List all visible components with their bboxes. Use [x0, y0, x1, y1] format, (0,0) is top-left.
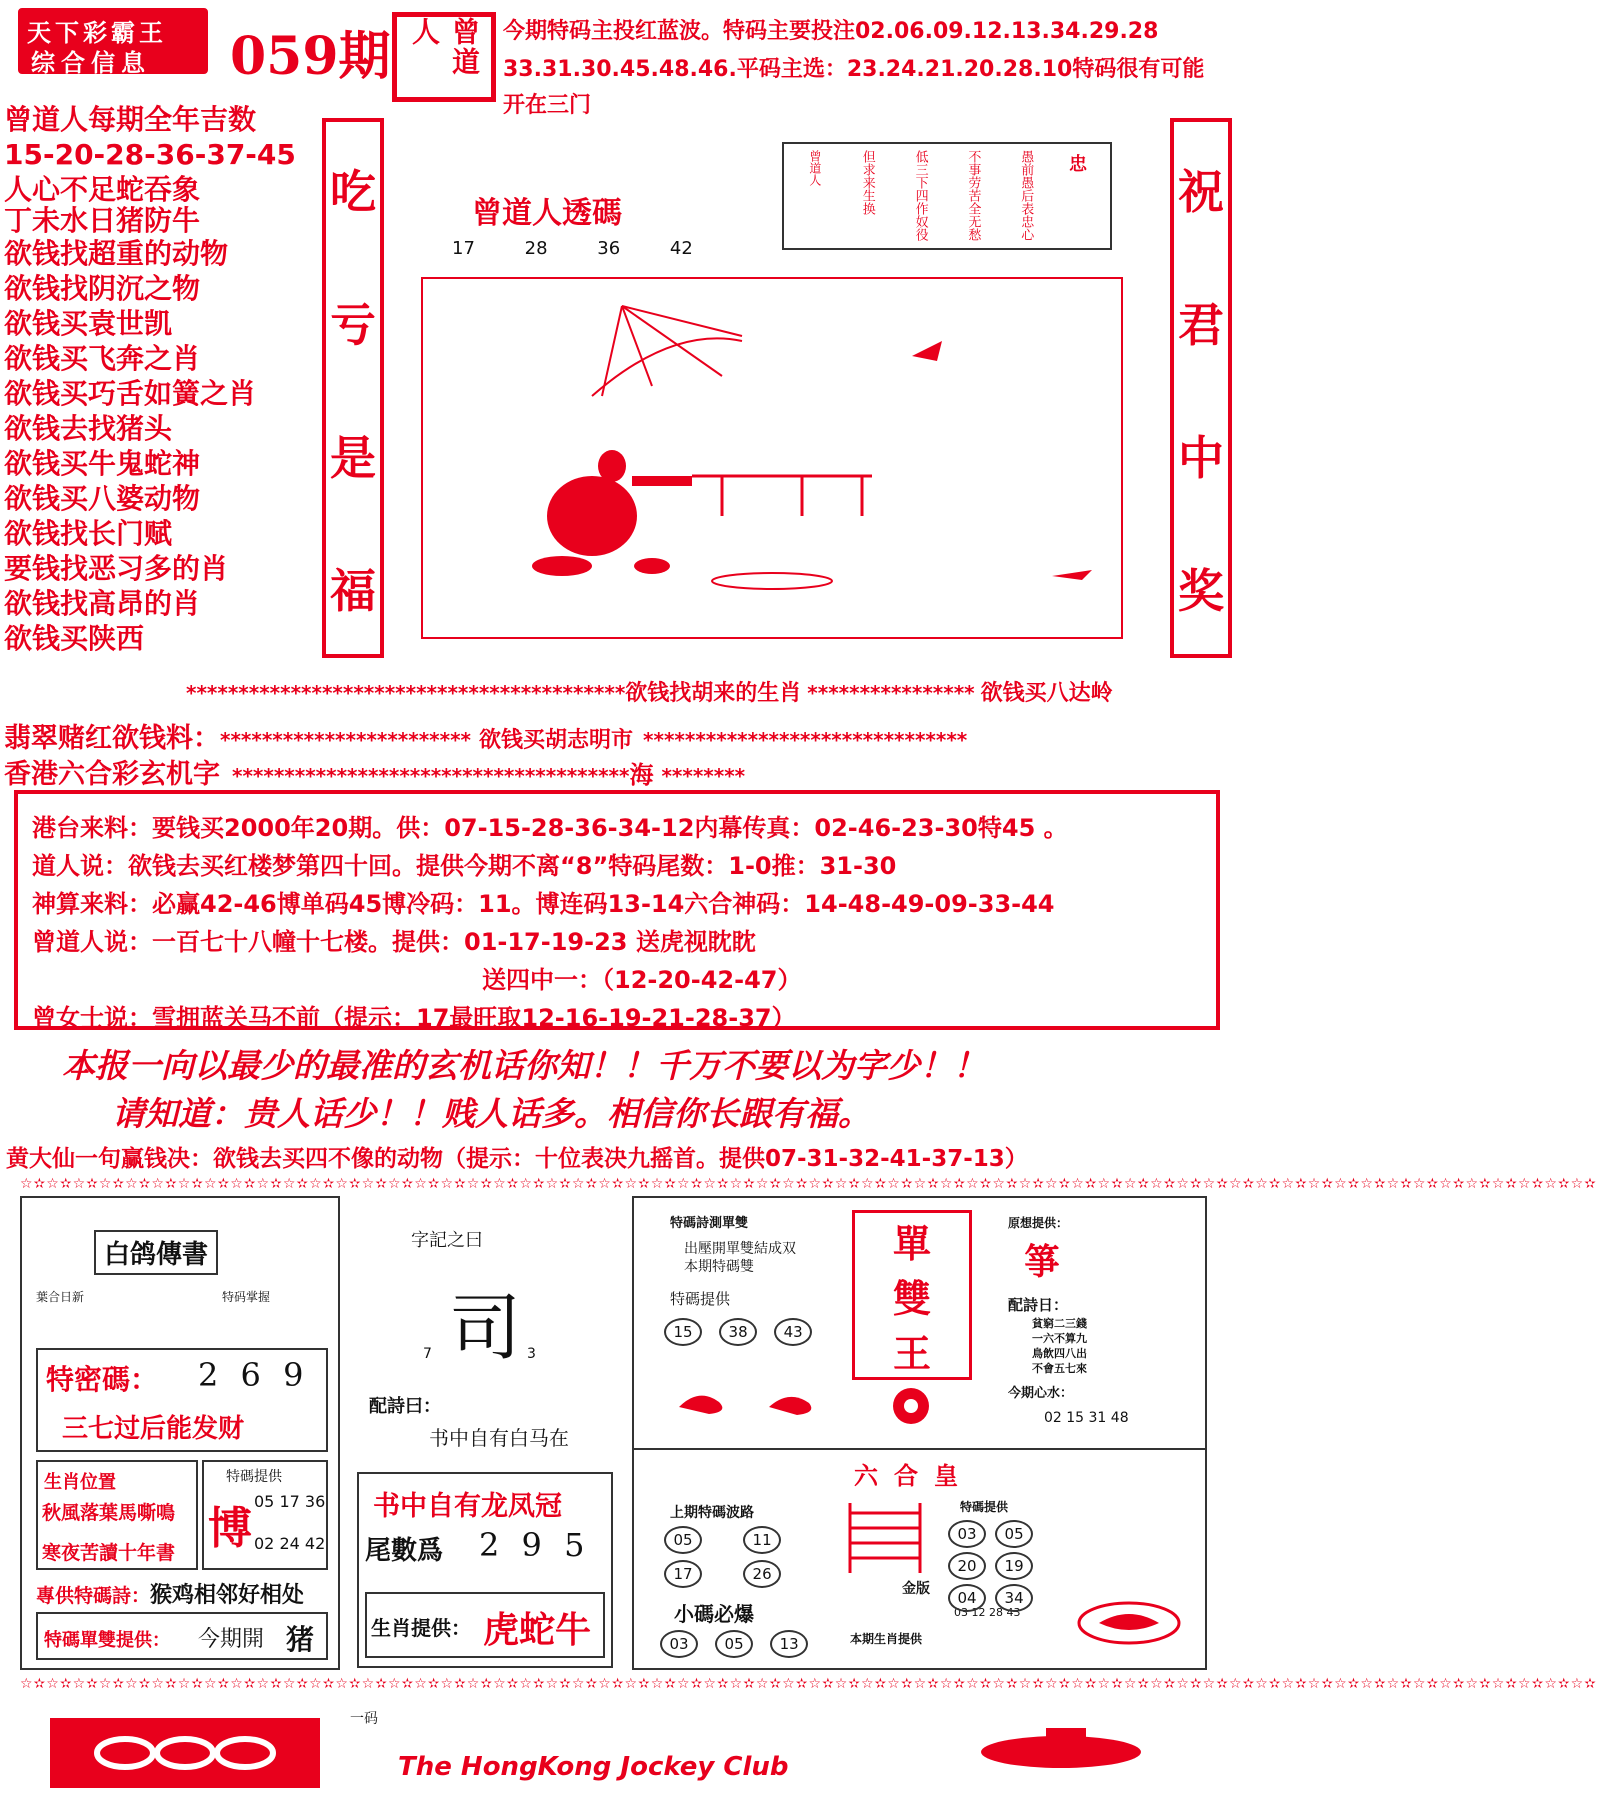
emblem-icon — [1074, 1598, 1184, 1648]
tail-numbers: 2 9 5 — [479, 1526, 591, 1564]
umbrella-drawing — [592, 306, 742, 396]
hint-label: 原想提供： — [1008, 1216, 1069, 1230]
left-clue: 丁未水日猪防牛 — [4, 204, 201, 237]
right-banner-char: 祝 — [1178, 164, 1224, 219]
mid-numbers: 03 12 28 43 — [954, 1606, 1021, 1619]
zodiac-supply-box — [365, 1592, 605, 1658]
info-line: 港台来料：要钱买2000年20期。供：07-15-28-36-34-12内幕传真：02-46-23-30特45 。 — [32, 814, 1068, 842]
number-ball: 15 — [664, 1318, 702, 1346]
clue-text: 欲钱买八达岭 — [980, 681, 1113, 706]
ds-line-2: 本期特碼雙 — [684, 1259, 754, 1275]
match-line: 不會五七來 — [1032, 1362, 1087, 1375]
left-clue: 欲钱买牛鬼蛇神 — [4, 447, 201, 480]
painting-panel — [392, 118, 1158, 653]
illustration — [392, 266, 1158, 651]
jockey-club-name: The HongKong Jockey Club — [398, 1752, 789, 1782]
last-label: 上期特碼波路 — [670, 1505, 754, 1521]
zodiac-supply-answer: 虎蛇牛 — [483, 1609, 592, 1651]
single-double-box — [36, 1612, 328, 1660]
star-line-1 — [186, 676, 1113, 707]
star-label: 翡翠赌红欲钱料： — [4, 723, 220, 754]
clue-text: 欲钱买胡志明市 — [479, 728, 634, 753]
pigeon-sub-2: 特码掌握 — [222, 1290, 271, 1304]
pigeon-sub-1: 葉合日新 — [36, 1290, 85, 1304]
huang-line: 黄大仙一句赢钱决：欲钱去买四不像的动物（提示：十位表决九摇首。提供07-31-32-41-37-13） — [6, 1146, 1028, 1172]
single-double-text: 今期開 — [198, 1627, 265, 1652]
special-poem-label: 專供特碼詩： — [36, 1585, 151, 1607]
seal-stamp — [392, 12, 496, 102]
king-char: 單 — [892, 1221, 931, 1266]
table-drawing — [692, 476, 872, 516]
poem-box — [782, 142, 1112, 250]
right-banner-char: 君 — [1178, 297, 1224, 352]
left-clue: 要钱找恶习多的肖 — [4, 552, 229, 585]
info-box — [14, 790, 1220, 1030]
clue-text: 海 — [629, 761, 654, 789]
small-ball-row-1 — [654, 1628, 814, 1660]
painting-number: 17 — [452, 238, 475, 259]
number-ball: 11 — [743, 1526, 781, 1554]
info-line: 曾道人说：一百七十八幢十七楼。提供：01-17-19-23 送虎视眈眈 — [32, 928, 756, 956]
match-line: 一六不算九 — [1032, 1332, 1087, 1345]
special-poem — [36, 1578, 304, 1609]
zodiac-supply-right: 本期生肖提供 — [850, 1632, 923, 1646]
lhc-title: 六合皇 — [854, 1461, 974, 1490]
single-double-label: 特碼單雙提供： — [44, 1630, 170, 1651]
footer-logo-box — [50, 1718, 320, 1788]
ds-title: 特碼詩測單雙 — [670, 1216, 749, 1231]
big-character: 司 — [449, 1286, 522, 1370]
left-clue: 欲钱去找猪头 — [4, 412, 173, 445]
poem-column: 但求来生换 — [859, 150, 875, 215]
match-poem-label: 配詩曰： — [369, 1396, 441, 1417]
logo-box — [18, 8, 208, 77]
star-line-3 — [4, 752, 745, 791]
divider-line — [634, 1448, 1205, 1450]
zodiac-position-label: 生肖位置 — [44, 1472, 116, 1493]
left-banner-char: 亏 — [330, 297, 376, 352]
info-line: 道人说：欲钱去买红楼梦第四十回。提供今期不离“8”特码尾数：1-0推：31-30 — [32, 852, 897, 880]
star-fill: **************** — [807, 681, 975, 705]
slogan-2: 请知道：贵人话少！！贱人话多。相信你长跟有福。 — [112, 1094, 871, 1133]
bottom-mid-panel — [345, 1196, 625, 1670]
star-fill: ******************************* — [643, 728, 968, 752]
painting-numbers — [452, 238, 693, 259]
number-ball: 20 — [948, 1552, 986, 1580]
king-box — [852, 1210, 972, 1380]
number-ball: 38 — [719, 1318, 757, 1346]
number-ball: 05 — [715, 1630, 753, 1658]
poem-char: 忠 — [1069, 154, 1088, 175]
special-poem-text: 猴鸡相邻好相处 — [150, 1582, 305, 1608]
left-clue: 欲钱买陕西 — [4, 622, 145, 655]
top-line-3: 开在三门 — [503, 93, 592, 118]
secret-label: 特密碼： — [46, 1363, 159, 1396]
left-banner-char: 福 — [330, 563, 376, 618]
ds-line-1: 出壓開單雙結成双 — [684, 1241, 796, 1257]
zodiac-supply-label: 生肖提供： — [371, 1616, 471, 1640]
number-ball: 05 — [664, 1526, 702, 1554]
bottom-left-panel — [20, 1196, 340, 1670]
tm-label: 特碼提供 — [960, 1500, 1009, 1514]
star-fill: ******** — [661, 764, 746, 788]
slogan-1: 本报一向以最少的最准的玄机话你知！！千万不要以为字少！！ — [62, 1046, 986, 1085]
star-label: 香港六合彩玄机字 — [4, 759, 220, 790]
right-banner-char: 奖 — [1178, 563, 1224, 618]
poem-column: 曾道人 — [807, 150, 822, 186]
secret-text: 三七过后能发财 — [62, 1414, 245, 1444]
tail-label: 尾數爲 — [365, 1536, 444, 1566]
info-line: 送四中一：（12-20-42-47） — [482, 966, 802, 994]
poem-column: 愚前愚后表忠心 — [1018, 150, 1034, 241]
number-ball: 03 — [948, 1520, 986, 1548]
number-ball: 13 — [770, 1630, 808, 1658]
heart-label: 今期心水： — [1008, 1386, 1074, 1401]
number-ball: 19 — [995, 1552, 1033, 1580]
pigeon-title: 白鸽傳書 — [94, 1230, 218, 1275]
ds-supply: 特碼提供 — [670, 1290, 731, 1308]
issue-number: 059期 — [230, 26, 391, 87]
zodiac-position-box — [36, 1460, 198, 1570]
painting-number: 36 — [597, 238, 621, 259]
number-ball: 03 — [660, 1630, 698, 1658]
zodiac-position-line: 寒夜苦讀十年書 — [42, 1542, 176, 1564]
left-clue: 欲钱买巧舌如簧之肖 — [4, 377, 257, 410]
right-banner — [1170, 118, 1232, 658]
number-ball: 05 — [995, 1520, 1033, 1548]
poem-column: 低三下四作奴役 — [912, 150, 928, 241]
match-lines — [1032, 1316, 1087, 1376]
animal-icons — [674, 1382, 834, 1422]
secret-box — [36, 1348, 328, 1452]
left-clue: 欲钱买八婆动物 — [4, 482, 201, 515]
match-line: 鳥飲四八出 — [1032, 1347, 1087, 1360]
gold-label: 金版 — [902, 1581, 930, 1597]
star-divider-top: ☆✫☆✫☆✫☆✫☆✫☆✫☆✫☆✫☆✫☆✫☆✫☆✫☆✫☆✫☆✫☆✫☆✫☆✫☆✫☆✫☆✫☆✫☆✫☆✫☆✫☆✫☆✫☆✫☆✫☆✫☆✫☆✫☆✫☆✫☆✫☆✫☆✫☆✫☆✫☆✫☆✫☆✫☆✫☆✫☆✫☆✫☆✫☆✫☆✫☆✫☆✫☆✫☆✫☆✫☆✫☆✫☆✫☆✫☆✫☆✫ — [20, 1176, 1597, 1192]
ground-drawing — [712, 573, 832, 589]
number-ball: 43 — [774, 1318, 812, 1346]
left-banner — [322, 118, 384, 658]
star-line-2 — [4, 716, 967, 755]
left-clue: 欲钱找长门赋 — [4, 517, 173, 550]
seal-text: 曾道人 — [408, 17, 481, 77]
number-ball: 34 — [995, 1584, 1033, 1612]
left-clue: 欲钱找阴沉之物 — [4, 272, 201, 305]
bird-drawing — [912, 341, 1092, 580]
match-line: 貧窮二三錢 — [1032, 1317, 1087, 1330]
top-line-2: 33.31.30.45.48.46.平码主选：23.24.21.20.28.10特码很有可能 — [503, 57, 1205, 82]
star-divider-bottom: ☆✫☆✫☆✫☆✫☆✫☆✫☆✫☆✫☆✫☆✫☆✫☆✫☆✫☆✫☆✫☆✫☆✫☆✫☆✫☆✫☆✫☆✫☆✫☆✫☆✫☆✫☆✫☆✫☆✫☆✫☆✫☆✫☆✫☆✫☆✫☆✫☆✫☆✫☆✫☆✫☆✫☆✫☆✫☆✫☆✫☆✫☆✫☆✫☆✫☆✫☆✫☆✫☆✫☆✫☆✫☆✫☆✫☆✫☆✫☆✫ — [20, 1676, 1597, 1692]
yima-label: 一码 — [350, 1711, 378, 1727]
painting-number: 28 — [524, 238, 548, 259]
left-clue: 人心不足蛇吞象 — [4, 173, 201, 206]
dragon-box — [357, 1472, 613, 1668]
left-clue: 欲钱买飞奔之肖 — [4, 342, 201, 375]
tm-ball-grid — [946, 1518, 1056, 1614]
left-banner-char: 是 — [330, 430, 376, 485]
small-number: 7 — [423, 1346, 432, 1362]
heart-numbers: 02 15 31 48 — [1044, 1410, 1129, 1426]
footer-emblem-icon — [976, 1722, 1146, 1782]
left-clue: 欲钱买袁世凯 — [4, 307, 173, 340]
info-line: 曾女士说：雪拥蓝关马不前（提示：17最旺取12-16-19-21-28-37） — [32, 1004, 796, 1032]
number-ball: 04 — [948, 1584, 986, 1612]
top-line-1: 今期特码主投红蓝波。特码主要投注02.06.09.12.13.34.29.28 — [503, 19, 1159, 44]
left-banner-char: 吃 — [330, 164, 376, 219]
bo-numbers-2: 02 24 42 — [254, 1534, 326, 1553]
bo-label: 特碼提供 — [226, 1469, 282, 1485]
painting-number: 42 — [669, 238, 693, 259]
bo-box — [202, 1460, 328, 1570]
bo-numbers-1: 05 17 36 — [254, 1492, 326, 1511]
dragon-title: 书中自有龙凤冠 — [373, 1491, 562, 1522]
secret-numbers: 2 6 9 — [198, 1356, 310, 1394]
left-clue: 欲钱找超重的动物 — [4, 237, 229, 270]
left-clue-list — [4, 174, 314, 656]
star-fill: ****************************************** — [186, 681, 626, 705]
flower-icon — [886, 1384, 936, 1428]
logo-line2: 综合信息 — [31, 49, 151, 77]
poem-column: 不事劳苦全无愁 — [965, 150, 981, 241]
ladder-drawing — [830, 1498, 940, 1578]
last-ball-row-2 — [658, 1558, 787, 1590]
zodiac-position-line: 秋風落葉馬嘶鳴 — [42, 1502, 176, 1524]
star-fill: ************************ — [220, 728, 472, 752]
match-label: 配詩日： — [1008, 1296, 1069, 1314]
clue-text: 欲钱找胡来的生肖 — [625, 681, 802, 706]
lucky-numbers: 15-20-28-36-37-45 — [4, 138, 296, 171]
star-fill: ************************************** — [232, 764, 630, 788]
king-char: 雙 — [892, 1276, 931, 1321]
painting-title: 曾道人透碼 — [472, 196, 622, 231]
logo-line1: 天下彩霸王 — [27, 19, 167, 47]
king-char: 王 — [892, 1331, 931, 1376]
lucky-title: 曾道人每期全年吉数 — [4, 103, 257, 136]
swirl-logo-icon — [85, 1728, 285, 1778]
last-ball-row-1 — [658, 1524, 787, 1556]
single-double-answer: 猪 — [286, 1623, 315, 1656]
left-clue: 欲钱找高昂的肖 — [4, 587, 201, 620]
bottom-right-panel — [632, 1196, 1207, 1670]
right-banner-char: 中 — [1178, 430, 1224, 485]
small-number: 3 — [527, 1346, 536, 1362]
hint-char: 箏 — [1024, 1241, 1061, 1283]
info-line: 神算来料：必赢42-46博单码45博冷码：11。博连码13-14六合神码：14-48-49-09-33-44 — [32, 890, 1055, 918]
word-title: 字記之曰 — [411, 1230, 483, 1251]
bo-char: 博 — [208, 1503, 252, 1554]
small-label: 小碼必爆 — [674, 1602, 754, 1626]
number-ball: 17 — [664, 1560, 702, 1588]
figure-drawing — [532, 450, 692, 576]
number-ball: 26 — [743, 1560, 781, 1588]
ds-ball-row — [658, 1316, 818, 1348]
match-poem-text: 书中自有白马在 — [429, 1426, 569, 1450]
